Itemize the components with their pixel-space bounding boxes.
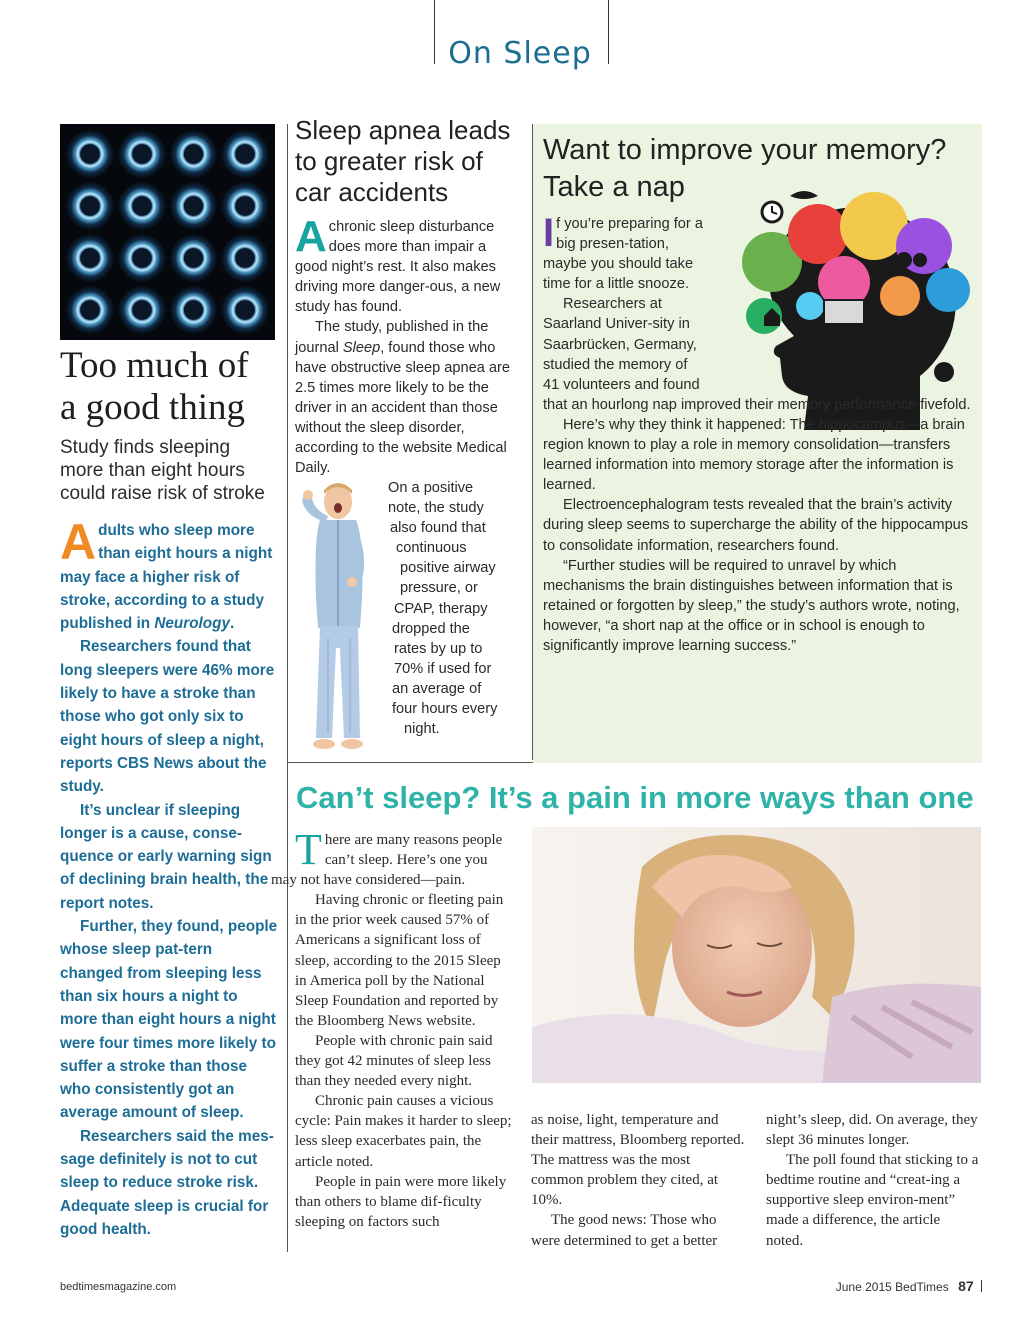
footer-magazine: BedTimes xyxy=(895,1280,949,1294)
pain-article-title: Can’t sleep? It’s a pain in more ways than one xyxy=(296,780,974,815)
paragraph: Here’s why they think it happened: The hippocampus—a brain region known to play a role in memory consolidation—transfers learned information into memory storage after the information is learned. xyxy=(543,416,965,494)
paragraph: People with chronic pain said they got 42 minutes of sleep less than they needed every night. xyxy=(295,1032,493,1090)
yawning-man-illustration xyxy=(290,478,388,760)
left-article-body: Adults who sleep more than eight hours a night may face a higher risk of stroke, according to a study published in Neurology. Researchers found that long sleepers were 46% more likely to have a stroke than those who got only six to eight hours of sleep a night, reports CBS News about the study. It’s unclear if sleeping longer is a cause, conse-quence or early warning sign of declining brain health, the report notes. Further, they found, people whose sleep pat-tern changed from sleeping less than six hours a night to more than eight hours a night were four times more likely to suffer a stroke than those who consistently got an average amount of sleep. Researchers said the mes-sage definitely is not to cut sleep to reduce stroke risk. Adequate sleep is crucial for good health. xyxy=(60,519,278,1241)
footer-rule xyxy=(981,1280,982,1292)
paragraph: Researchers found that long sleepers were 46% more likely to have a stroke than those who got only six to eight hours of sleep a night, reports CBS News about the study. xyxy=(60,638,275,796)
woman-in-bed-photo xyxy=(532,827,981,1083)
memory-article-body: If you’re preparing for a big presen-tation, maybe you should take time for a little snooze. Researchers at Saarland Univer-sity in Saarbrücken, Germany, studied the memory of 41 volunteers and found that an hourlong nap improved their memory performance fivefold. Here’s why they think it happened: The hippocampus—a brain region known to play a role in memory consolidation—transfers learned information into memory storage after the information is learned. Electroencephalogram tests revealed that the brain’s activity during sleep seems to supercharge the ability of the hippocampus to consolidate information, researchers found. “Further studies will be required to unravel by which mechanisms the brain distinguishes between information that is retained or forgotten by sleep,” the study’s authors wrote, noting, however, “a short nap at the office or in school is enough to significantly improve learning success.” xyxy=(543,214,973,656)
left-article-title: Too much of a good thing xyxy=(60,345,249,428)
middle-article-title: Sleep apnea leads to greater risk of car accidents xyxy=(295,115,511,207)
dropcap: A xyxy=(295,212,327,261)
pain-article-col1: T here are many reasons people can’t sleep. Here’s one you may not have considered—pain. Having chronic or fleeting pain in the prior week caused 57% of Americans a significant loss of sleep, according to the 2015 Sleep in America poll by the National Sleep Foundation and reported by the Bloomberg News website. People with chronic pain said they got 42 minutes of sleep less than they needed every night. Chronic pain causes a vicious cycle: Pain makes it harder to sleep; less sleep exacerbates pain, the article noted. People in pain were more likely than others to blame dif-ficulty sleeping on factors such xyxy=(295,830,515,1232)
header-rule-left xyxy=(434,0,435,64)
memory-article-title: Want to improve your memory? Take a nap xyxy=(543,134,947,203)
paragraph: Researchers said the mes-sage definitely is not to cut sleep to reduce stroke risk. Adequate sleep is crucial for good health. xyxy=(60,1127,274,1238)
page-number: 87 xyxy=(958,1278,974,1294)
paragraph: night’s sleep, did. On average, they slept 36 minutes longer. xyxy=(766,1112,978,1149)
section-title: On Sleep xyxy=(448,36,592,71)
footer-page-info xyxy=(836,1278,982,1294)
pain-article-col2 xyxy=(531,1110,746,1251)
brain-scan-image xyxy=(60,124,275,340)
middle-article-wrap-text: On a positive note, the study also found that continuous positive airway pressure, or CPAP, therapy dropped the rates by up to 70% if used for an average of four hours every night. xyxy=(388,480,498,738)
paragraph: It’s unclear if sleeping longer is a cause, conse-quence or early warning sign of declining brain health, the report notes. xyxy=(60,801,272,912)
header-rule-right xyxy=(608,0,609,64)
paragraph: as noise, light, temperature and their mattress, Bloomberg reported. The mattress was the most common problem they cited, at 10%. xyxy=(531,1112,745,1209)
paragraph: Electroencephalogram tests revealed that the brain’s activity during sleep seems to supercharge the ability of the hippocampus to consolidate information, researchers found. xyxy=(543,497,969,554)
middle-article-body: A chronic sleep disturbance does more than impair a good night’s rest. It also makes driving more danger-ous, a new study has found. The study, published in the journal Sleep, found those who have obstructive sleep apnea are 2.5 times more likely to be the driver in an accident than those without the sleep disorder, according to the website Medical Daily. xyxy=(295,212,510,477)
dropcap: I xyxy=(543,211,555,255)
paragraph: The poll found that sticking to a bedtime routine and “creat-ing a supportive sleep environ-ment” made a difference, the article noted. xyxy=(766,1152,979,1249)
footer-website: bedtimesmagazine.com xyxy=(60,1281,177,1293)
paragraph: “Further studies will be required to unravel by which mechanisms the brain distinguishes between information that is retained or forgotten by sleep,” the study’s authors wrote, noting, however, “a short nap at the office or in school is enough to significantly improve learning success.” xyxy=(543,557,960,654)
paragraph: Chronic pain causes a vicious cycle: Pain makes it harder to sleep; less sleep exacerbates pain, the article noted. xyxy=(295,1093,512,1170)
left-article-subtitle: Study finds sleeping more than eight hours could raise risk of stroke xyxy=(60,437,265,504)
paragraph: People in pain were more likely than others to blame dif-ficulty sleeping on factors such xyxy=(295,1173,507,1230)
footer-date: June 2015 xyxy=(835,1280,892,1294)
paragraph: The good news: Those who were determined to get a better xyxy=(531,1212,718,1249)
dropcap: T xyxy=(295,825,322,874)
pain-article-col3 xyxy=(766,1110,981,1251)
column-divider-left xyxy=(287,124,288,1252)
paragraph: Having chronic or fleeting pain in the prior week caused 57% of Americans a significant loss of sleep, according to the 2015 Sleep in America poll by the National Sleep Foundation and reported by the Bloomberg News website. xyxy=(295,892,504,1029)
dropcap: A xyxy=(60,514,97,570)
section-divider xyxy=(287,762,533,763)
paragraph: Further, they found, people whose sleep pat-tern changed from sleeping less than six hours a night to more than eight hours a night were four times more likely to suffer a stroke than those who consistently got an average amount of sleep. xyxy=(60,918,278,1122)
